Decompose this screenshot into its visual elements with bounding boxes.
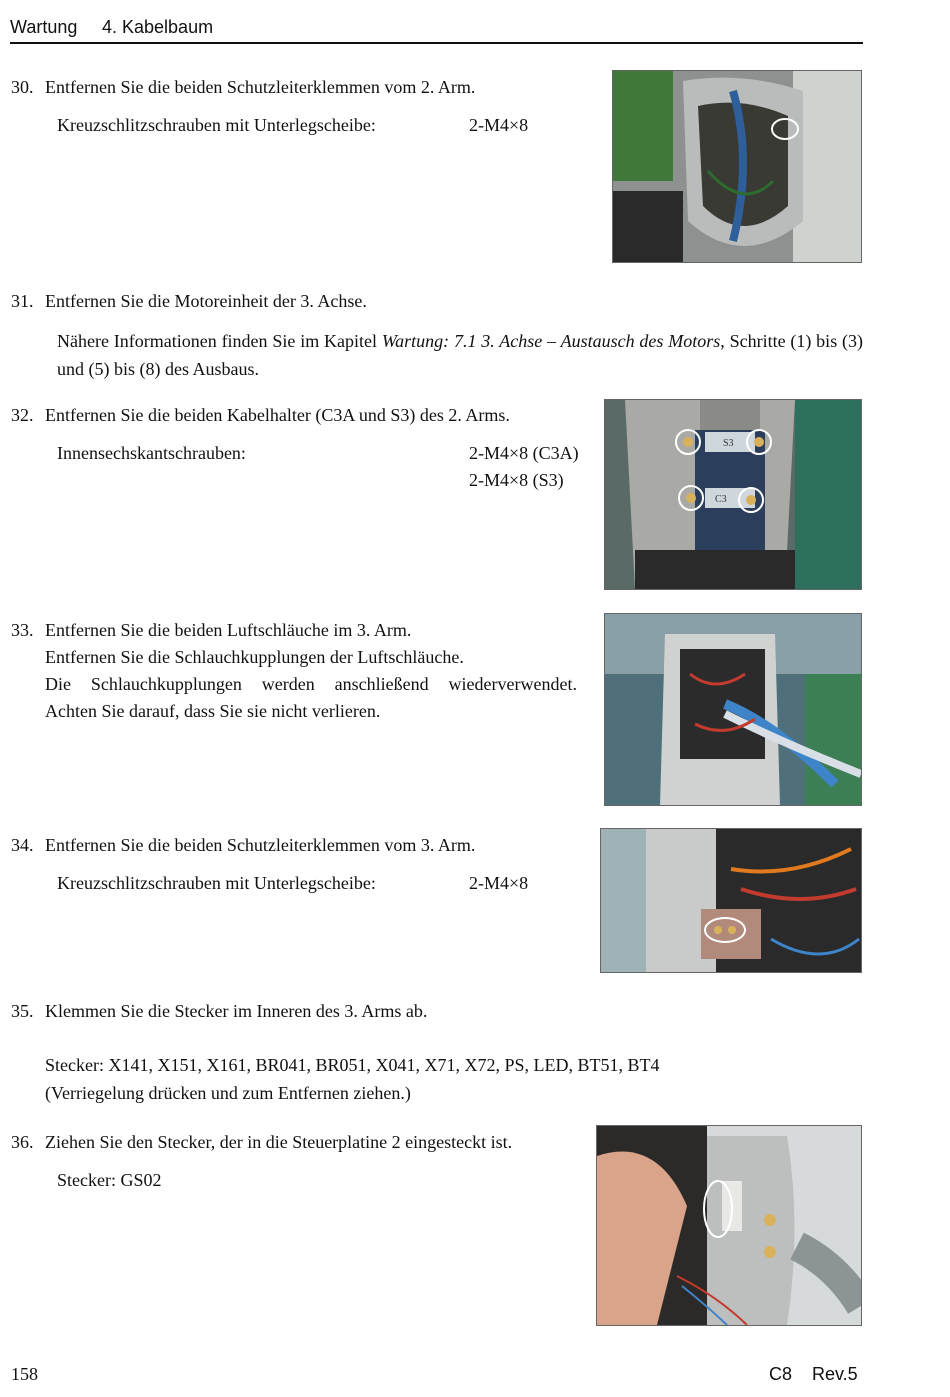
step-31-text: Nähere Informationen finden Sie im Kapitel Wartung: 7.1 3. Achse – Austausch des Motors, Schritte (1) bis (3) und (5) bis (8) des Ausbaus. <box>57 331 864 379</box>
photo-label-c3: C3 <box>715 494 727 505</box>
step-34-title: Entfernen Sie die beiden Schutzleiterklemmen vom 3. Arm. <box>45 835 476 855</box>
step-36-photo <box>596 1125 862 1326</box>
header-section: Wartung <box>10 17 78 37</box>
step-32-label: Innensechskantschrauben: <box>57 443 246 463</box>
step-35-line-1: Stecker: X141, X151, X161, BR041, BR051, X041, X71, X72, PS, LED, BT51, BT4 <box>45 1055 660 1075</box>
page-header <box>10 16 863 44</box>
step-32-value-1: 2-M4×8 (C3A) <box>469 443 579 463</box>
footer-rev: Rev.5 <box>812 1364 858 1384</box>
step-33-line-2: Entfernen Sie die Schlauchkupplungen der Luftschläuche. <box>45 647 464 667</box>
step-33-number: 33. <box>11 620 34 640</box>
step-32-photo <box>604 399 862 590</box>
step-32-title: Entfernen Sie die beiden Kabelhalter (C3A und S3) des 2. Arms. <box>45 405 510 425</box>
photo-label-s3: S3 <box>723 438 734 449</box>
step-34-value: 2-M4×8 <box>469 873 529 893</box>
step-34-number: 34. <box>11 835 34 855</box>
step-31-title: Entfernen Sie die Motoreinheit der 3. Achse. <box>45 291 367 311</box>
step-33-line-4: Achten Sie darauf, dass Sie sie nicht verlieren. <box>45 701 381 721</box>
step-30-label: Kreuzschlitzschrauben mit Unterlegscheibe: <box>57 115 376 135</box>
step-33-line-3: Die Schlauchkupplungen werden anschließend wiederverwendet. <box>45 674 577 694</box>
step-34-photo <box>600 828 862 973</box>
step-35-line-2: (Verriegelung drücken und zum Entfernen ziehen.) <box>45 1083 411 1103</box>
step-34-label: Kreuzschlitzschrauben mit Unterlegscheibe: <box>57 873 376 893</box>
step-36-detail: Stecker: GS02 <box>57 1170 162 1190</box>
step-30-title: Entfernen Sie die beiden Schutzleiterklemmen vom 2. Arm. <box>45 77 476 97</box>
step-32-value-2: 2-M4×8 (S3) <box>469 470 564 490</box>
footer-doc: C8 <box>769 1364 793 1384</box>
step-31-reference: Wartung: 7.1 3. Achse – Austausch des Motors <box>381 331 721 351</box>
step-36-number: 36. <box>11 1132 34 1152</box>
step-30-photo <box>612 70 862 263</box>
step-32-number: 32. <box>11 405 34 425</box>
step-36-title: Ziehen Sie den Stecker, der in die Steuerplatine 2 eingesteckt ist. <box>45 1132 513 1152</box>
step-33-line-1: Entfernen Sie die beiden Luftschläuche im 3. Arm. <box>45 620 412 640</box>
step-30-value: 2-M4×8 <box>469 115 529 135</box>
step-30-number: 30. <box>11 77 34 97</box>
step-35-number: 35. <box>11 1001 34 1021</box>
step-31-number: 31. <box>11 291 34 311</box>
page-number: 158 <box>11 1364 38 1384</box>
header-chapter: 4. Kabelbaum <box>102 17 214 37</box>
step-33-photo <box>604 613 862 806</box>
step-35-title: Klemmen Sie die Stecker im Inneren des 3. Arms ab. <box>45 1001 428 1021</box>
